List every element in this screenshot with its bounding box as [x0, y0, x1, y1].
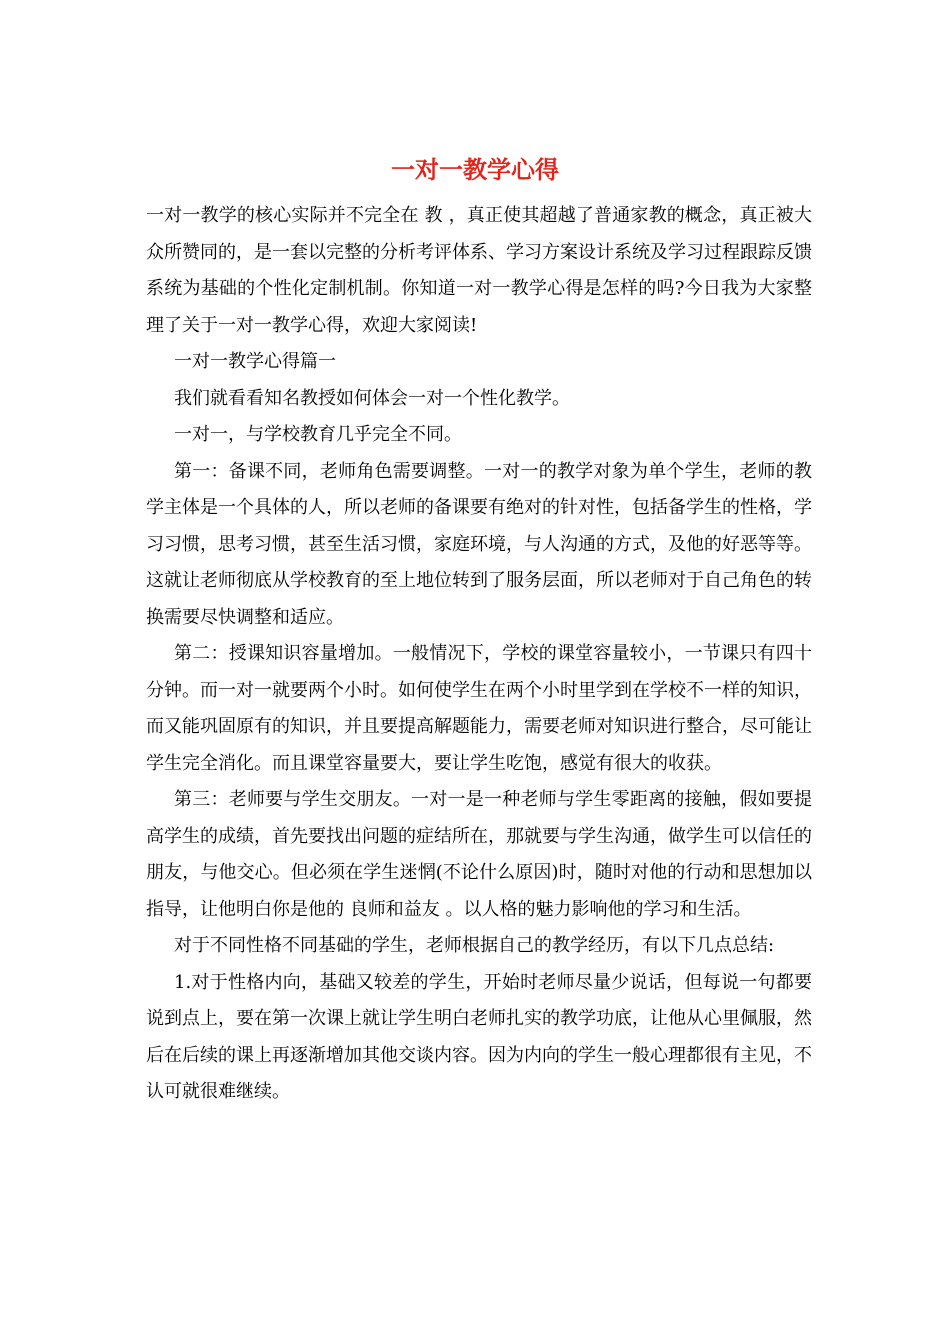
point-three-paragraph: 第三：老师要与学生交朋友。一对一是一种老师与学生零距离的接触，假如要提高学生的成绩，首先要找出问题的症结所在，那就要与学生沟通，做学生可以信任的朋友，与他交心。但必须在学生迷惘(不论什么原因)时，随时对他的行动和思想加以指导，让他明白你是他的 良师和益友 。以人格的魅力影响他的学习和生活。	[146, 789, 812, 920]
point-one-paragraph: 第一：备课不同，老师角色需要调整。一对一的教学对象为单个学生，老师的教学主体是一个具体的人，所以老师的备课要有绝对的针对性，包括备学生的性格，学习习惯，思考习惯，甚至生活习惯，家庭环境，与人沟通的方式，及他的好恶等等。这就让老师彻底从学校教育的至上地位转到了服务层面，所以老师对于自己角色的转换需要尽快调整和适应。	[146, 460, 812, 628]
body-paragraph: 一对一，与学校教育几乎完全不同。	[174, 424, 462, 445]
intro-paragraph: 一对一教学的核心实际并不完全在 教 ，真正使其超越了普通家教的概念，真正被大众所赞同的，是一套以完整的分析考评体系、学习方案设计系统及学习过程跟踪反馈系统为基础的个性化定制机制。你知道一对一教学心得是怎样的吗?今日我为大家整理了关于一对一教学心得，欢迎大家阅读!	[146, 205, 812, 336]
section-heading: 一对一教学心得篇一	[174, 351, 336, 372]
document-title: 一对一教学心得	[391, 155, 559, 184]
list-item-paragraph: 1.对于性格内向，基础又较差的学生，开始时老师尽量少说话，但每说一句都要说到点上，要在第一次课上就让学生明白老师扎实的教学功底，让他从心里佩服，然后在后续的课上再逐渐增加其他交谈内容。因为内向的学生一般心理都很有主见，不认可就很难继续。	[146, 971, 812, 1102]
document-body	[146, 198, 812, 1111]
body-paragraph: 我们就看看知名教授如何体会一对一个性化教学。	[174, 387, 570, 409]
point-two-paragraph: 第二：授课知识容量增加。一般情况下，学校的课堂容量较小，一节课只有四十分钟。而一对一就要两个小时。如何使学生在两个小时里学到在学校不一样的知识，而又能巩固原有的知识，并且要提高解题能力，需要老师对知识进行整合，尽可能让学生完全消化。而且课堂容量要大，要让学生吃饱，感觉有很大的收获。	[146, 643, 812, 774]
summary-intro-paragraph: 对于不同性格不同基础的学生，老师根据自己的教学经历，有以下几点总结:	[174, 935, 775, 956]
